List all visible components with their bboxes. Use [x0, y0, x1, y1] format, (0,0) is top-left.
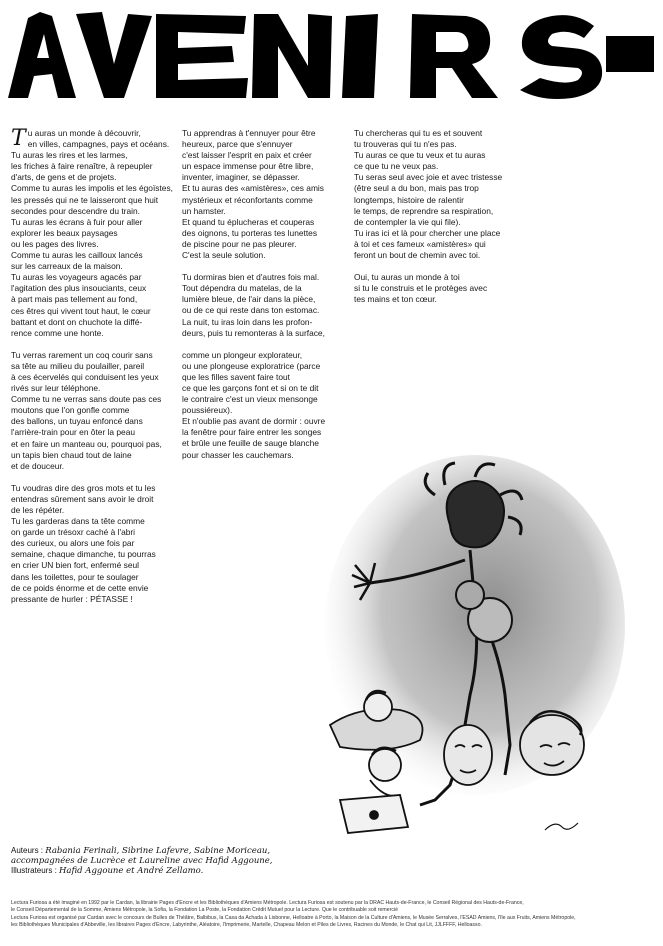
text-line: ou les pages des livres. [11, 238, 99, 249]
text-line: Tu auras les voyageurs agacés par [11, 272, 142, 283]
text-line: battant et dont on chuchote la diffé- [11, 316, 143, 327]
text-line: Tu seras seul avec joie et avec tristesse [354, 172, 503, 183]
text-line: poussiéreux). [182, 405, 233, 416]
text-line: semaine, chaque dimanche, tu pourras [11, 549, 156, 560]
text-line: tes mains et ton cœur. [354, 294, 437, 305]
text-line: le temps, de reprendre sa respiration, [354, 205, 494, 216]
text-line: ces êtres qui vivent tout haut, le cœur [11, 305, 151, 316]
text-line: Comme tu auras les cailloux lancés [11, 250, 143, 261]
text-line: de ce poids énorme et de cette envie [11, 582, 149, 593]
paragraph [354, 272, 519, 305]
page-title [6, 6, 657, 102]
paragraph [354, 128, 519, 261]
text-line: de les répéter. [11, 505, 65, 515]
text-line: longtemps, histoire de ralentir [354, 194, 464, 205]
text-line: pressante de hurler : PÉTASSE ! [11, 593, 133, 604]
footer-line: le Conseil Départemental de la Somme, Amiens Métropole, la Sofia, la Fondation La Poste, la Fondation Crédit Mutuel pour la Lecture. Que le contribuable soit remercié [11, 907, 398, 914]
paragraph [11, 483, 176, 605]
text-line: Comme tu auras les impolis et les égoïstes, [11, 183, 173, 194]
text-line: à ces écervelés qui conduisent les yeux [11, 371, 159, 382]
text-line: moutons que l'on gonfle comme [11, 405, 130, 416]
text-line: d'arts, de gens et de projets. [11, 172, 117, 183]
text-line: on garde un trésoxr caché à l'abri [11, 527, 136, 538]
authors-line [11, 846, 341, 856]
authors-names: Rabania Ferinali, Sibrine Lafevre, Sabine Moriceau, [45, 846, 271, 856]
illustrators-label: Illustrateurs : [11, 866, 60, 875]
text-line: Tu auras les écrans à fuir pour aller [11, 216, 143, 227]
text-line: l'agitation des plus insouciants, ceux [11, 283, 147, 294]
text-line: C'est la seule solution. [182, 250, 266, 261]
text-line: heureux, parce que s'ennuyer [182, 139, 293, 150]
text-line: Et tu auras des «amistères», ces amis [182, 183, 324, 194]
signature [545, 823, 578, 830]
footer-line: Lectura Furiosa est organisé par Cardan avec le concours de Bulles de Théâtre, Balbibus, la Casa da Achada à Lisbonne, Helloatre à Porto, la Maison de la Culture d'Amiens, le Musée Serralves, l'ESAD Amiens, l'île aux Fruits, Amiens Métropole, [11, 914, 576, 921]
authors-names-2: accompagnées de Lucrèce et Laureline avec Hafid Aggoune, [11, 856, 273, 866]
child-with-laptop [340, 748, 408, 833]
text-line: sur les carreaux de la maison. [11, 261, 123, 272]
text-line: secondes pour descendre du train. [11, 205, 140, 216]
text-line: ce que tu ne veux pas. [354, 161, 439, 172]
illustrators-names: Hafid Aggoune et André Zellamo. [59, 866, 204, 876]
text-line: un espace immense pour être libre, [182, 161, 314, 172]
text-line: dans les toilettes, pour te soulager [11, 571, 139, 582]
text-line: l'arrière-train pour en ôter la peau [11, 427, 136, 438]
drawing-svg [300, 455, 630, 845]
paragraph [11, 128, 176, 339]
text-column-3 [354, 128, 519, 316]
text-line: ou de ce qui reste dans ton estomac. [182, 305, 320, 316]
text-line: des oignons, tu porteras tes lunettes [182, 227, 318, 238]
footer-line: Lectura Furiosa a été imaginé en 1992 par le Cardan, la librairie Pages d'Encre et les Bibliothèques d'Amiens Métropole. Lectura Furiosa est soutenu par la DRAC Hauts-de-France, le Conseil Régional des Hauts-de-France, [11, 900, 524, 906]
text-line: rivés sur leur téléphone. [11, 383, 101, 394]
text-line: ce que les garçons font et si on te dit [182, 382, 319, 393]
text-line: à part mais pas tellement au fond, [11, 294, 138, 305]
text-line: Oui, tu auras un monde à toi [354, 272, 460, 283]
text-line: et brûle une feuille de sauge blanche [182, 438, 319, 449]
text-line: Tu auras ce que tu veux et tu auras [354, 150, 486, 161]
text-line: des curieux, ou alors une fois par [11, 538, 135, 549]
illustration [300, 455, 630, 845]
text-line: deurs, puis tu remonteras à la surface, [182, 327, 325, 338]
text-line: et en faire un manteau ou, pourquoi pas, [11, 438, 162, 449]
text-line: inventer, imaginer, se dépasser. [182, 172, 300, 183]
text-line: c'est laisser l'esprit en paix et créer [182, 150, 312, 161]
text-line: que les filles savent faire tout [182, 371, 291, 382]
text-line: Tu verras rarement un coq courir sans [11, 349, 153, 360]
text-line: entendras sûrement sans avoir le droit [11, 493, 154, 504]
text-line: un hamster. [182, 205, 226, 216]
text-line: tu trouveras qui tu n'es pas. [354, 139, 457, 150]
text-line: comme un plongeur explorateur, [182, 349, 303, 360]
text-line: et de douceur. [11, 460, 65, 471]
text-line: rence comme une honte. [11, 327, 104, 338]
authors-line-2 [11, 856, 341, 866]
text-line: de contempler la vie qui file). [354, 216, 461, 227]
text-line: Tu chercheras qui tu es et souvent [354, 128, 483, 138]
text-line: des ballons, un tuyau enfoncé dans [11, 416, 143, 427]
text-line: Comme tu ne verras sans doute pas ces [11, 394, 162, 405]
text-line: explorer les beaux paysages [11, 227, 118, 238]
text-line: en crier UN bien fort, enfermé seul [11, 560, 140, 571]
text-column-1 [11, 128, 176, 616]
text-line: Tu voudras dire des gros mots et tu les [11, 482, 156, 493]
footer-notes [11, 900, 656, 930]
text-line: (être seul a du bon, mais pas trop [354, 183, 479, 194]
text-line: les friches à faire renaître, à repeupler [11, 161, 153, 172]
footer-line: les Bibliothèques Municipales d'Abbeville, les libraires Pages d'Encre, Labyrinthe, Aléatoire, l'Imprimerie, Martelle, Chapeau Melon et Piles de Livres, Racines du Monde, le Chat qui Lit, JJLFFFF, Helloasso. [11, 922, 482, 929]
text-line: en villes, campagnes, pays et océans. [27, 139, 170, 150]
apple-logo-icon [370, 811, 378, 819]
paragraph [11, 350, 176, 472]
authors-label: Auteurs : [11, 846, 46, 855]
text-line: Tu dormiras bien et d'autres fois mal. [182, 272, 320, 283]
drop-cap: T [11, 126, 26, 151]
text-line: Tout dépendra du matelas, de la [182, 283, 302, 294]
text-line: à toi et ces fameux «amistères» qui [354, 238, 486, 249]
paragraph [182, 272, 347, 339]
text-line: mystérieux et réconfortants comme [182, 194, 313, 205]
text-line: Et n'oublie pas avant de dormir : ouvre [182, 416, 326, 427]
text-line: sa tête au milieu du poulailler, pareil [11, 360, 145, 371]
text-line: un tapis bien chaud tout de laine [11, 449, 132, 460]
text-line: ou une plongeuse exploratrice (parce [182, 360, 321, 371]
text-line: si tu le construis et le protèges avec [354, 283, 488, 294]
paragraph [182, 350, 347, 461]
text-line: feront un bout de chemin avec toi. [354, 250, 481, 261]
text-line: Tu les garderas dans ta tête comme [11, 516, 145, 527]
text-line: u auras un monde à découvrir, [27, 128, 141, 138]
text-line: le contraire c'est un vieux mensonge [182, 394, 318, 405]
text-line: Tu apprendras à t'ennuyer pour être [182, 128, 316, 138]
text-line: Tu iras ici et là pour chercher une place [354, 227, 501, 238]
title-lettering [6, 6, 657, 102]
credits [11, 846, 341, 876]
text-line: Tu auras les rires et les larmes, [11, 150, 128, 161]
text-line: de piscine pour ne pas pleurer. [182, 238, 297, 249]
illustrators-line [11, 866, 341, 876]
text-line: la fenêtre pour faire entrer les songes [182, 427, 322, 438]
paragraph [182, 128, 347, 261]
text-line: lumière bleue, de l'air dans la pièce, [182, 294, 316, 305]
text-column-2 [182, 128, 347, 472]
text-line: pour chasser les cauchemars. [182, 449, 294, 460]
text-line: les pressés qui ne te laisseront que huit [11, 194, 159, 205]
text-line: La nuit, tu iras loin dans les profon- [182, 316, 313, 327]
text-line: Et quand tu éplucheras et couperas [182, 216, 315, 227]
